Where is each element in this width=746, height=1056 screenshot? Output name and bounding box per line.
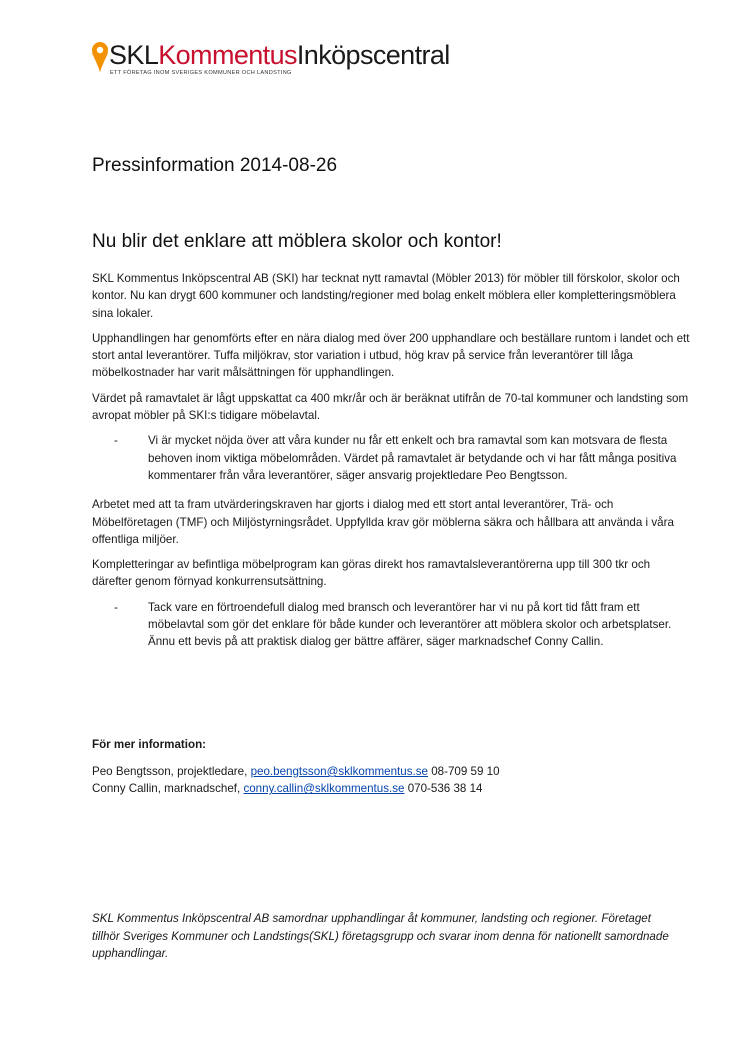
contact-phone: 070-536 38 14 [404, 782, 483, 796]
paragraph: Värdet på ramavtalet är lågt uppskattat ca 400 mkr/år och är beräknat utifrån de 70-tal kommuner och landsting som avropat möbler på SKI:s tidigare möbelavtal. [92, 391, 689, 423]
contact-prefix: Peo Bengtsson, projektledare, [92, 765, 251, 778]
contact-phone: 08-709 59 10 [427, 765, 500, 778]
logo-inkopscentral: Inköpscentral [296, 40, 450, 70]
footer-note: SKL Kommentus Inköpscentral AB samordnar upphandlingar åt kommuner, landsting och regioner. Företaget tillhör Sveriges Kommuner och Landstings(SKL) företagsgrupp och svarar inom denna för nationellt samordnade upphandlingar. [92, 912, 669, 960]
paragraph: Arbetet med att ta fram utvärderingskraven har gjorts i dialog med ett stort antal leverantörer, Trä- och Möbelföretagen (TMF) och Miljöstyrningsrådet. Uppfyllda krav gör möblerna säkra och hållbara att använda i våra offentliga miljöer. [92, 498, 674, 546]
quote-text: Vi är mycket nöjda över att våra kunder nu får ett enkelt och bra ramavtal som kan motsvara de flesta behoven inom viktiga möbelområden. Värdet på ramavtalet är betydande och vi har fått många positiva kommentarer från våra leverantörer, säger ansvarig projektledare Peo Bengtsson. [148, 434, 677, 482]
logo-mark-icon [89, 40, 111, 74]
quote-block [92, 599, 692, 651]
contact-line [92, 780, 500, 797]
contact-line [92, 763, 500, 780]
contact-prefix: Conny Callin, marknadschef, [92, 782, 244, 796]
paragraph: SKL Kommentus Inköpscentral AB (SKI) har tecknat nytt ramavtal (Möbler 2013) för möbler till förskolor, skolor och kontor. Nu kan drygt 600 kommuner och landsting/regioner med bolag enkelt möblera eller kompletteringsmöblera sina lokaler. [92, 272, 680, 320]
contact-email-link[interactable]: conny.callin@sklkommentus.se [243, 782, 405, 796]
paragraph: Kompletteringar av befintliga möbelprogram kan göras direkt hos ramavtalsleverantörerna upp till 300 tkr och därefter genom förnyad konkurrensutsättning. [92, 558, 651, 589]
quote-dash: - [114, 600, 118, 614]
article-body [92, 270, 692, 663]
logo-skl: SKL [109, 40, 159, 70]
page-title: Nu blir det enklare att möblera skolor och kontor! [92, 231, 502, 252]
logo-kommentus: Kommentus [158, 40, 297, 70]
contact-heading: För mer information: [92, 738, 207, 751]
contact-list [92, 763, 500, 798]
quote-dash: - [114, 434, 118, 448]
quote-block [92, 432, 692, 484]
press-heading: Pressinformation 2014-08-26 [92, 155, 338, 176]
contact-email-link[interactable]: peo.bengtsson@sklkommentus.se [250, 765, 428, 778]
logo-tagline: ETT FÖRETAG INOM SVERIGES KOMMUNER OCH LANDSTING [110, 70, 292, 76]
quote-text: Tack vare en förtroendefull dialog med bransch och leverantörer har vi nu på kort tid fått fram ett möbelavtal som gör det enklare för både kunder och leverantörer att möblera skolor och arbetsplatser. Ännu ett bevis på att praktisk dialog ger bättre affärer, säger marknadschef Conny Callin. [148, 600, 672, 649]
paragraph: Upphandlingen har genomförts efter en nära dialog med över 200 upphandlare och beställare runtom i landet och ett stort antal leverantörer. Tuffa miljökrav, stor variation i utbud, hög krav på service från leverantörer till låga möbelkostnader har varit målsättningen för upphandlingen. [92, 331, 690, 380]
logo-wordmark [109, 38, 450, 72]
